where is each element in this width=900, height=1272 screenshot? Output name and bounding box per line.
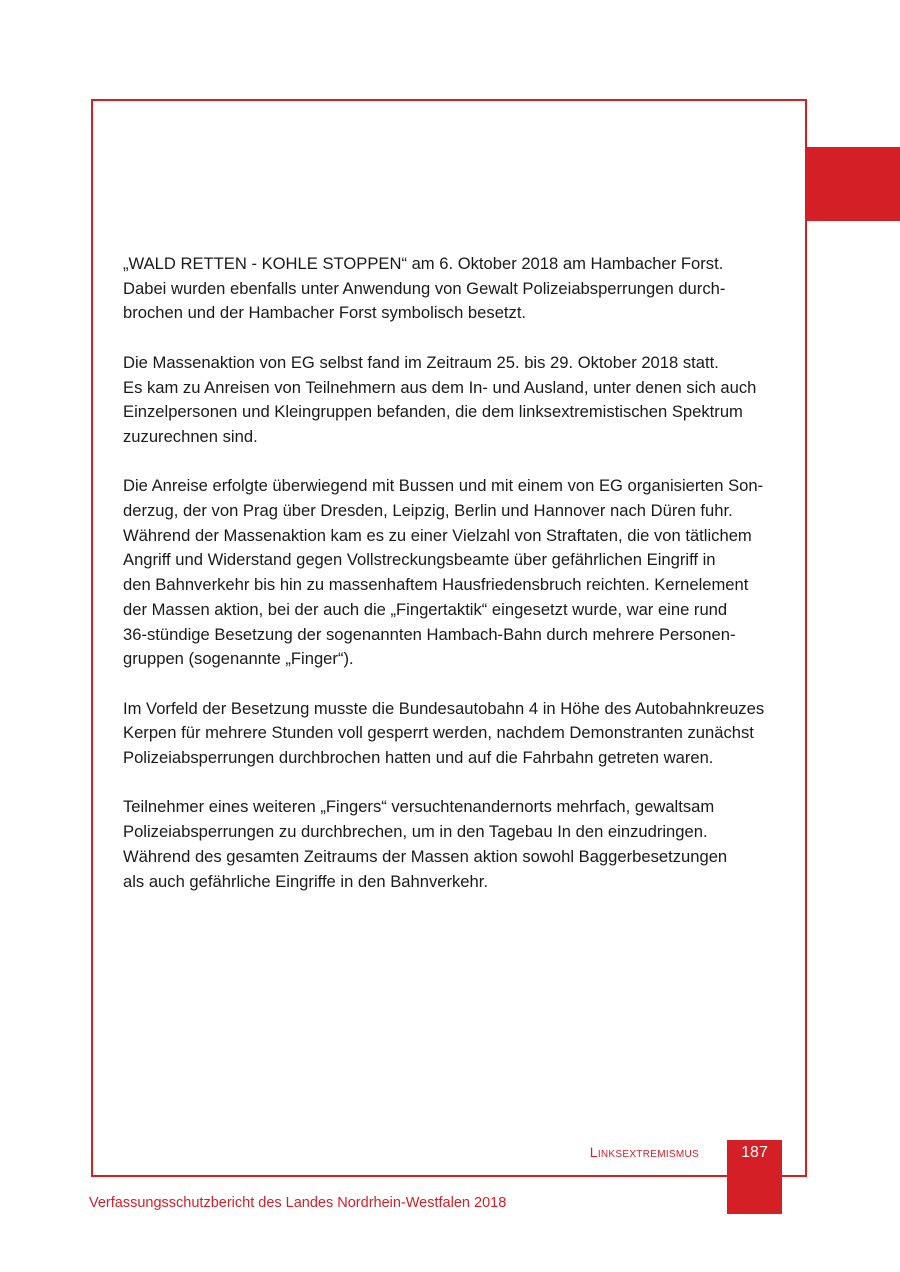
text-line: „WALD RETTEN - KOHLE STOPPEN“ am 6. Oktober 2018 am Hambacher Forst. bbox=[123, 254, 724, 273]
text-line: Dabei wurden ebenfalls unter Anwendung von Gewalt Polizeiabsperrungen durch- bbox=[123, 278, 726, 298]
text-line: Es kam zu Anreisen von Teilnehmern aus dem In- und Ausland, unter denen sich auch bbox=[123, 377, 757, 397]
section-label: Linksextremismus bbox=[589, 1144, 699, 1160]
text-line: Kerpen für mehrere Stunden voll gesperrt werden, nachdem Demonstranten zunächst bbox=[123, 723, 754, 743]
page-number-box bbox=[727, 1140, 782, 1214]
paragraph-3 bbox=[123, 474, 793, 672]
text-line: Einzelpersonen und Kleingruppen befanden, die dem linksextremistischen Spektrum bbox=[123, 402, 743, 422]
text-line: Die Anreise erfolgte überwiegend mit Bussen und mit einem von EG organisierten Son- bbox=[123, 476, 764, 496]
text-line: Polizeiabsperrungen durchbrochen hatten und auf die Fahrbahn getreten waren. bbox=[123, 748, 714, 768]
text-line: den Bahnverkehr bis hin zu massenhaftem Hausfriedensbruch reichten. Kernelement bbox=[123, 575, 749, 595]
text-line: brochen und der Hambacher Forst symbolisch besetzt. bbox=[123, 303, 527, 323]
text-line: gruppen (sogenannte „Finger“). bbox=[123, 649, 354, 669]
text-line: Im Vorfeld der Besetzung musste die Bundesautobahn 4 in Höhe des Autobahnkreuzes bbox=[123, 698, 765, 718]
publication-title: Verfassungsschutzbericht des Landes Nordrhein-Westfalen 2018 bbox=[89, 1195, 507, 1211]
main-text bbox=[123, 252, 793, 919]
paragraph-5 bbox=[123, 795, 793, 894]
paragraph-1 bbox=[123, 252, 793, 326]
text-line: derzug, der von Prag über Dresden, Leipzig, Berlin und Hannover nach Düren fuhr. bbox=[123, 501, 733, 520]
text-line: der Massen aktion, bei der auch die „Fingertaktik“ eingesetzt wurde, war eine rund bbox=[123, 599, 728, 619]
text-line: Die Massenaktion von EG selbst fand im Zeitraum 25. bis 29. Oktober 2018 statt. bbox=[123, 352, 719, 372]
page-number: 187 bbox=[741, 1144, 768, 1161]
text-line: Polizeiabsperrungen zu durchbrechen, um in den Tagebau In den einzudringen. bbox=[123, 822, 708, 842]
text-line: Teilnehmer eines weiteren „Fingers“ versuchtenandernorts mehrfach, gewaltsam bbox=[123, 797, 715, 817]
text-line: Während der Massenaktion kam es zu einer Vielzahl von Straftaten, die von tätlichem bbox=[123, 525, 752, 545]
paragraph-4 bbox=[123, 697, 793, 771]
text-line: Während des gesamten Zeitraums der Massen aktion sowohl Baggerbesetzungen bbox=[123, 846, 728, 866]
paragraph-2 bbox=[123, 351, 793, 450]
text-line: als auch gefährliche Eingriffe in den Bahnverkehr. bbox=[123, 871, 488, 891]
text-line: Angriff und Widerstand gegen Vollstreckungsbeamte über gefährlichen Eingriff in bbox=[123, 550, 716, 570]
text-line: zuzurechnen sind. bbox=[123, 426, 258, 446]
chapter-tab-marker bbox=[807, 147, 900, 221]
text-line: 36-stündige Besetzung der sogenannten Hambach-Bahn durch mehrere Personen- bbox=[123, 624, 736, 644]
